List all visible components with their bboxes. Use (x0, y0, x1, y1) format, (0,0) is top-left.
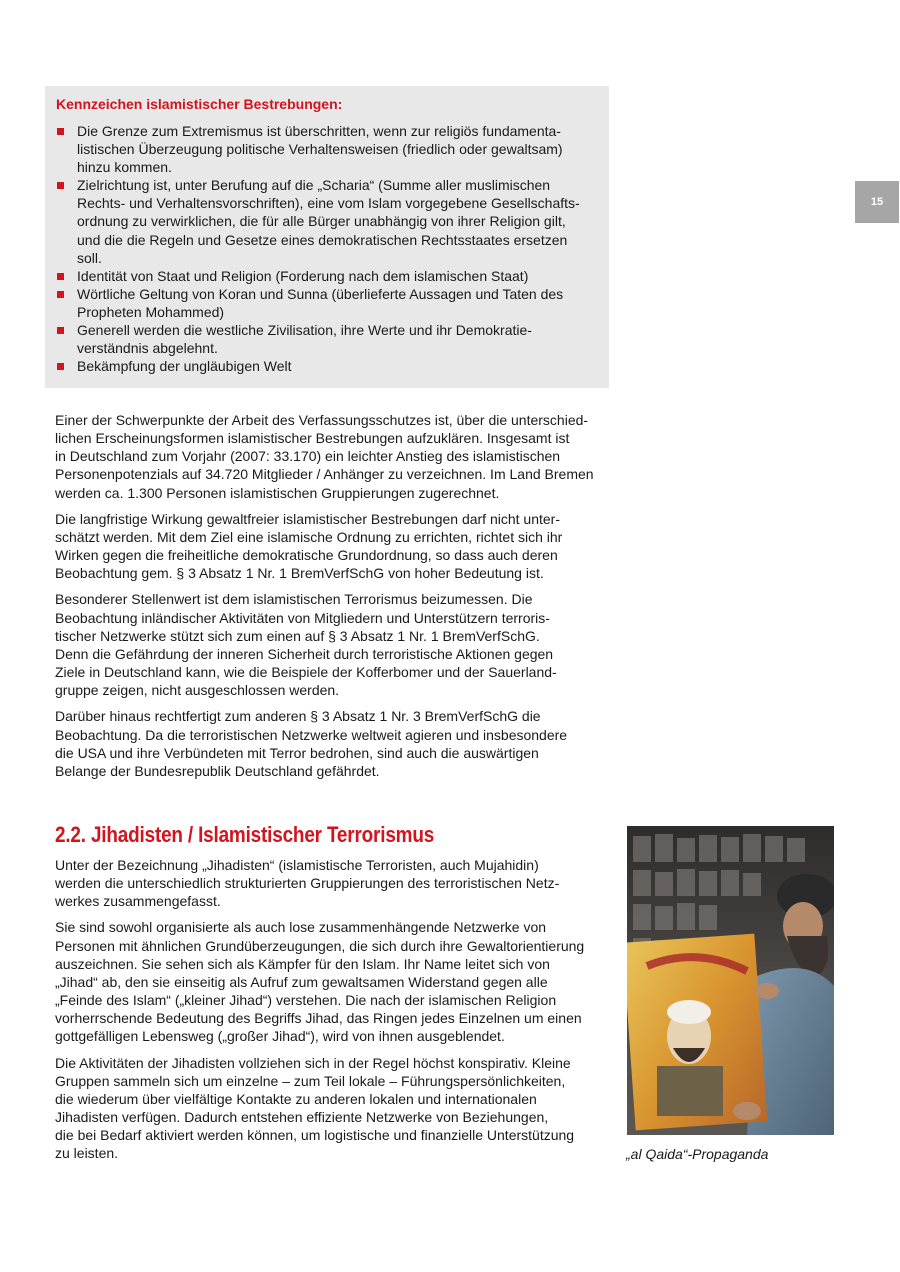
paragraph-line: schätzt werden. Mit dem Ziel eine islamische Ordnung zu errichten, richtet sich ihr (55, 528, 563, 545)
paragraph-line: gruppe zeigen, nicht ausgeschlossen werden. (55, 682, 340, 699)
paragraph-line: Jihadisten verfügen. Dadurch entstehen effiziente Netzwerke von Beziehungen, (55, 1109, 549, 1126)
paragraph-line: gottgefälligen Lebensweg („großer Jihad“), wird von ihnen ausgeblendet. (55, 1028, 505, 1045)
paragraph (55, 856, 603, 910)
paragraph-line: Sie sind sowohl organisierte als auch lose zusammenhängende Netzwerke von (55, 919, 547, 936)
list-item (56, 267, 599, 285)
section-heading: 2.2. Jihadisten / Islamistischer Terrorismus (55, 822, 435, 847)
paragraph (55, 590, 603, 699)
paragraph-line: vorherrschende Bedeutung des Begriffs Jihad, das Ringen jedes Einzelnen um einen (55, 1010, 582, 1027)
photo-caption: „al Qaida“-Propaganda (626, 1146, 769, 1162)
paragraph-line: Personen mit ähnlichen Grundüberzeugungen, die sich durch ihre Gewaltorientierung (55, 937, 585, 954)
paragraph (55, 707, 603, 780)
paragraph-line: Personenpotenzials auf 34.720 Mitglieder / Anhänger zu verzeichnen. Im Land Bremen (55, 466, 594, 483)
paragraph-line: Einer der Schwerpunkte der Arbeit des Verfassungsschutzes ist, über die unterschied- (55, 412, 589, 428)
paragraph-line: Ziele in Deutschland kann, wie die Beispiele der Kofferbomer und der Sauerland- (55, 664, 557, 681)
paragraph (55, 411, 603, 502)
list-item-line: hinzu kommen. (77, 159, 172, 176)
page-number-tab (855, 181, 899, 223)
paragraph-line: werden die unterschiedlich strukturierten Gruppierungen des terroristischen Netz- (55, 875, 560, 892)
paragraph-line: die USA und ihre Verbündeten mit Terror bedrohen, sind auch die auswärtigen (55, 744, 539, 761)
paragraph-line: zu leisten. (55, 1145, 119, 1162)
list-item-line: Die Grenze zum Extremismus ist überschritten, wenn zur religiös fundamenta- (77, 123, 561, 139)
list-item (56, 285, 599, 321)
paragraph-line: tischer Netzwerke stützt sich zum einen auf § 3 Absatz 1 Nr. 1 BremVerfSchG. (55, 627, 540, 644)
bullet-square-icon (57, 291, 64, 298)
paragraph-line: Beobachtung inländischer Aktivitäten von Mitgliedern und Unterstützern terroris- (55, 609, 550, 626)
list-item-line: und die die Regeln und Gesetze eines demokratischen Rechtsstaates ersetzen (77, 231, 568, 248)
list-item-line: verständnis abgelehnt. (77, 340, 218, 357)
bullet-square-icon (57, 327, 64, 334)
list-item-line: Zielrichtung ist, unter Berufung auf die „Scharia“ (Summe aller muslimischen (77, 177, 551, 194)
list-item (56, 321, 599, 357)
paragraph-line: auszeichnen. Sie sehen sich als Kämpfer für den Islam. Ihr Name leitet sich von (55, 955, 550, 972)
list-item (56, 357, 599, 375)
list-item-line: Generell werden die westliche Zivilisation, ihre Werte und ihr Demokratie- (77, 322, 532, 339)
list-item-line: listischen Überzeugung politische Verhaltensweisen (friedlich oder gewaltsam) (77, 141, 563, 158)
paragraph-line: Darüber hinaus rechtfertigt zum anderen § 3 Absatz 1 Nr. 3 BremVerfSchG die (55, 708, 541, 725)
paragraph (55, 510, 603, 583)
paragraph-line: Unter der Bezeichnung „Jihadisten“ (islamistische Terroristen, auch Mujahidin) (55, 857, 539, 873)
paragraph-line: Die langfristige Wirkung gewaltfreier islamistischer Bestrebungen darf nicht unter- (55, 510, 560, 527)
paragraph-line: Besonderer Stellenwert ist dem islamistischen Terrorismus beizumessen. Die (55, 591, 533, 608)
paragraph-line: werkes zusammengefasst. (55, 893, 221, 910)
bullet-square-icon (57, 363, 64, 370)
paragraph-line: „Jihad“ ab, den sie einseitig als Aufruf zum gewaltsamen Widerstand gegen alle (55, 973, 548, 990)
propaganda-photo (627, 826, 834, 1135)
info-box-list (56, 122, 599, 375)
paragraph-line: Belange der Bundesrepublik Deutschland gefährdet. (55, 762, 380, 779)
paragraph-line: die bei Bedarf aktiviert werden können, um logistische und finanzielle Unterstützung (55, 1127, 575, 1144)
paragraph-line: Beobachtung. Da die terroristischen Netzwerke weltweit agieren und insbesondere (55, 726, 568, 743)
paragraph-line: in Deutschland zum Vorjahr (2007: 33.170) ein leichter Anstieg des islamistischen (55, 448, 561, 465)
paragraph-line: Wirken gegen die freiheitliche demokratische Grundordnung, so dass auch deren (55, 547, 558, 564)
list-item-line: ordnung zu verwirklichen, die für alle Bürger unabhängig von ihrer Religion gilt, (77, 213, 566, 230)
paragraph-line: „Feinde des Islam“ („kleiner Jihad“) verstehen. Die nach der islamischen Religion (55, 992, 557, 1009)
paragraph-line: Denn die Gefährdung der inneren Sicherheit durch terroristische Aktionen gegen (55, 645, 554, 662)
photo-illustration (627, 826, 834, 1135)
list-item-line: Wörtliche Geltung von Koran und Sunna (überlieferte Aussagen und Taten des (77, 285, 564, 302)
page-number: 15 (870, 196, 884, 208)
section-text (55, 856, 603, 1171)
list-item-line: Propheten Mohammed) (77, 303, 225, 320)
info-box (45, 86, 609, 388)
list-item (56, 122, 599, 176)
paragraph-line: die wiederum über vielfältige Kontakte zu anderen lokalen und internationalen (55, 1090, 537, 1107)
paragraph (55, 1054, 603, 1163)
list-item (56, 176, 599, 266)
list-item-line: Bekämpfung der ungläubigen Welt (77, 358, 292, 375)
intro-text (55, 411, 603, 788)
list-item-line: Rechts- und Verhaltensvorschriften), eine vom Islam vorgegebene Gesellschafts- (77, 195, 580, 212)
paragraph-line: lichen Erscheinungsformen islamistischer Bestrebungen aufzuklären. Insgesamt ist (55, 430, 570, 447)
bullet-square-icon (57, 273, 64, 280)
paragraph-line: werden ca. 1.300 Personen islamistischen Gruppierungen zugerechnet. (55, 484, 500, 501)
paragraph-line: Gruppen sammeln sich um einzelne – zum Teil lokale – Führungspersönlichkeiten, (55, 1072, 566, 1089)
bullet-square-icon (57, 182, 64, 189)
list-item-line: Identität von Staat und Religion (Forderung nach dem islamischen Staat) (77, 267, 529, 284)
info-box-title: Kennzeichen islamistischer Bestrebungen: (56, 96, 343, 112)
paragraph-line: Die Aktivitäten der Jihadisten vollziehen sich in der Regel höchst konspirativ. Kleine (55, 1054, 571, 1071)
bullet-square-icon (57, 128, 64, 135)
paragraph (55, 918, 603, 1045)
list-item-line: soll. (77, 249, 102, 266)
paragraph-line: Beobachtung gem. § 3 Absatz 1 Nr. 1 BremVerfSchG von hoher Bedeutung ist. (55, 565, 544, 582)
